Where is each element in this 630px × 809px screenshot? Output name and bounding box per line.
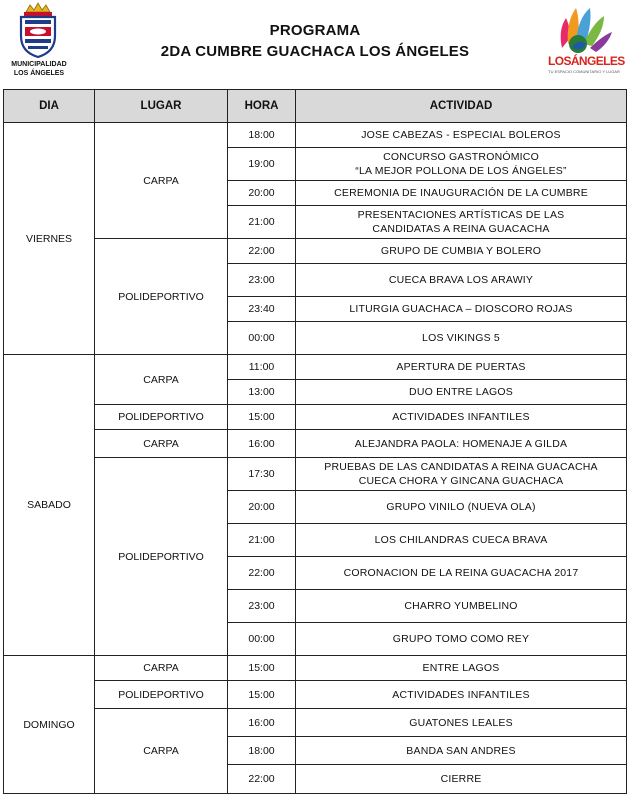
time-cell: 23:00	[228, 590, 296, 623]
activity-cell	[296, 737, 627, 765]
place-cell: POLIDEPORTIVO	[95, 458, 228, 656]
hand-logo-icon	[548, 4, 620, 56]
activity-line: CEREMONIA DE INAUGURACIÓN DE LA CUMBRE	[334, 187, 588, 199]
activity-cell	[296, 590, 627, 623]
place-cell: CARPA	[95, 709, 228, 794]
activity-cell	[296, 458, 627, 491]
activity-cell	[296, 206, 627, 239]
activity-cell	[296, 765, 627, 794]
activity-cell	[296, 524, 627, 557]
time-cell: 15:00	[228, 405, 296, 430]
activity-cell	[296, 681, 627, 709]
header-lugar: LUGAR	[95, 90, 228, 123]
time-cell: 23:40	[228, 297, 296, 322]
place-cell: CARPA	[95, 123, 228, 239]
activity-line: CUECA CHORA Y GINCANA GUACHACA	[358, 475, 564, 487]
activity-line: LOS VIKINGS 5	[422, 332, 500, 344]
city-logo	[548, 4, 625, 80]
time-cell: 17:30	[228, 458, 296, 491]
page-header	[0, 0, 630, 90]
table-row	[4, 430, 627, 458]
place-cell: POLIDEPORTIVO	[95, 681, 228, 709]
activity-line: ACTIVIDADES INFANTILES	[392, 688, 530, 701]
place-cell: POLIDEPORTIVO	[95, 239, 228, 355]
municipality-name: MUNICIPALIDAD LOS ÁNGELES	[11, 61, 67, 77]
activity-cell	[296, 239, 627, 264]
time-cell: 21:00	[228, 206, 296, 239]
time-cell: 22:00	[228, 765, 296, 794]
activity-cell	[296, 123, 627, 148]
schedule-table	[3, 89, 627, 794]
place-cell: POLIDEPORTIVO	[95, 405, 228, 430]
page-title	[120, 20, 510, 62]
time-cell: 20:00	[228, 491, 296, 524]
activity-cell	[296, 430, 627, 458]
activity-line: CORONACION DE LA REINA GUACACHA 2017	[343, 567, 579, 579]
table-row	[4, 681, 627, 709]
header-dia: DIA	[4, 90, 95, 123]
activity-line: GRUPO TOMO COMO REY	[392, 633, 530, 645]
place-cell: CARPA	[95, 656, 228, 681]
activity-line: DUO ENTRE LAGOS	[409, 386, 513, 398]
schedule-body	[4, 123, 627, 794]
activity-cell	[296, 623, 627, 656]
activity-cell	[296, 709, 627, 737]
activity-line: LOS CHILANDRAS CUECA BRAVA	[374, 534, 548, 546]
time-cell: 00:00	[228, 322, 296, 355]
table-row	[4, 709, 627, 737]
day-cell: DOMINGO	[4, 656, 95, 794]
time-cell: 22:00	[228, 557, 296, 590]
activity-line: GUATONES LEALES	[409, 716, 513, 729]
activity-cell	[296, 656, 627, 681]
activity-cell	[296, 264, 627, 297]
activity-cell	[296, 148, 627, 181]
day-cell: SABADO	[4, 355, 95, 656]
time-cell: 23:00	[228, 264, 296, 297]
activity-cell	[296, 405, 627, 430]
header-actividad: ACTIVIDAD	[296, 90, 627, 123]
activity-cell	[296, 380, 627, 405]
activity-line: GRUPO VINILO (NUEVA OLA)	[386, 501, 536, 513]
activity-cell	[296, 297, 627, 322]
time-cell: 15:00	[228, 681, 296, 709]
time-cell: 19:00	[228, 148, 296, 181]
time-cell: 18:00	[228, 123, 296, 148]
activity-line: BANDA SAN ANDRES	[406, 744, 516, 757]
table-header-row	[4, 90, 627, 123]
activity-line: ENTRE LAGOS	[422, 662, 500, 674]
activity-line: ALEJANDRA PAOLA: HOMENAJE A GILDA	[354, 437, 568, 450]
activity-line: PRUEBAS DE LAS CANDIDATAS A REINA GUACACHA	[324, 461, 598, 473]
activity-cell	[296, 322, 627, 355]
time-cell: 20:00	[228, 181, 296, 206]
activity-line: CIERRE	[440, 773, 482, 785]
logo-wordmark: LOSÁNGELES	[548, 54, 625, 68]
time-cell: 15:00	[228, 656, 296, 681]
activity-line: LITURGIA GUACHACA – DIOSCORO ROJAS	[349, 303, 573, 315]
activity-line: CANDIDATAS A REINA GUACACHA	[372, 223, 550, 235]
activity-line: ACTIVIDADES INFANTILES	[392, 411, 530, 423]
activity-line: CONCURSO GASTRONÓMICO	[383, 151, 539, 163]
time-cell: 11:00	[228, 355, 296, 380]
place-cell: CARPA	[95, 430, 228, 458]
activity-line: JOSE CABEZAS - ESPECIAL BOLEROS	[361, 129, 561, 141]
table-row	[4, 123, 627, 148]
time-cell: 13:00	[228, 380, 296, 405]
activity-line: CUECA BRAVA LOS ARAWIY	[388, 274, 534, 286]
activity-cell	[296, 557, 627, 590]
time-cell: 21:00	[228, 524, 296, 557]
logo-tagline: TU ESPACIO COMUNITARIO Y LUGAR	[548, 69, 620, 74]
time-cell: 00:00	[228, 623, 296, 656]
place-cell: CARPA	[95, 355, 228, 405]
activity-line: “LA MEJOR POLLONA DE LOS ÁNGELES”	[355, 165, 567, 177]
municipal-crest-icon	[18, 2, 58, 58]
table-row	[4, 239, 627, 264]
table-row	[4, 355, 627, 380]
day-cell: VIERNES	[4, 123, 95, 355]
activity-line: GRUPO DE CUMBIA Y BOLERO	[380, 245, 542, 257]
header-hora: HORA	[228, 90, 296, 123]
time-cell: 18:00	[228, 737, 296, 765]
title-line-1: PROGRAMA	[269, 22, 361, 39]
table-row	[4, 458, 627, 491]
title-line-2: 2DA CUMBRE GUACHACA LOS ÁNGELES	[160, 43, 470, 60]
activity-line: CHARRO YUMBELINO	[404, 600, 518, 612]
time-cell: 16:00	[228, 709, 296, 737]
activity-cell	[296, 181, 627, 206]
time-cell: 22:00	[228, 239, 296, 264]
time-cell: 16:00	[228, 430, 296, 458]
activity-line: PRESENTACIONES ARTÍSTICAS DE LAS	[357, 209, 565, 221]
table-row	[4, 405, 627, 430]
activity-cell	[296, 491, 627, 524]
activity-line: APERTURA DE PUERTAS	[396, 361, 526, 373]
table-row	[4, 656, 627, 681]
activity-cell	[296, 355, 627, 380]
